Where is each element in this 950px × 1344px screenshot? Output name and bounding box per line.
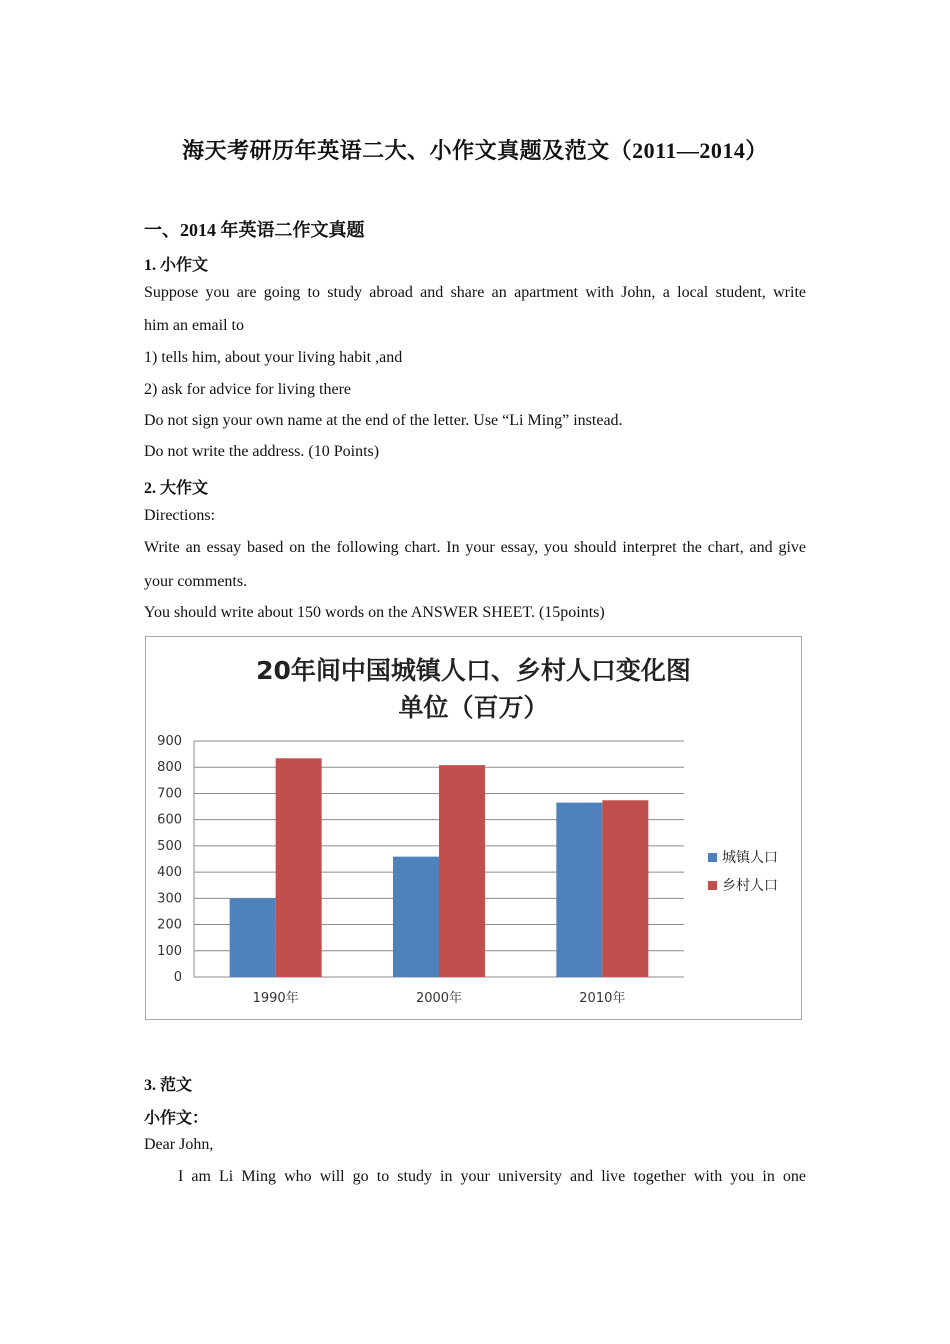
bar: [556, 803, 602, 977]
legend-item-rural: [708, 871, 778, 899]
part2-line-3: your comments.: [144, 573, 248, 590]
legend-item-urban: [708, 843, 778, 871]
part2-line-4: You should write about 150 words on the ANSWER SHEET. (15points): [144, 604, 605, 621]
y-tick-label: 100: [157, 943, 182, 959]
y-tick-label: 300: [157, 891, 182, 907]
y-tick-label: 500: [157, 838, 182, 854]
y-tick-label: 200: [157, 917, 182, 933]
legend-swatch-urban: [708, 853, 717, 862]
legend-label-urban: 城镇人口: [722, 850, 778, 866]
y-tick-label: 700: [157, 786, 182, 802]
letter-body-line: I am Li Ming who will go to study in your university and live together with you in one: [178, 1168, 806, 1185]
y-tick-label: 900: [157, 734, 182, 749]
bar: [439, 765, 485, 977]
x-tick-label: 2000年: [415, 991, 463, 1006]
legend-label-rural: 乡村人口: [722, 878, 778, 894]
y-tick-label: 400: [157, 865, 182, 881]
part2-heading: 2. 大作文: [144, 480, 209, 497]
population-chart: [145, 636, 802, 1020]
chart-subtitle: 单位（百万）: [398, 693, 549, 722]
part1-heading: 1. 小作文: [144, 257, 209, 274]
part2-line-1: Directions:: [144, 507, 216, 524]
part1-line-3: 1) tells him, about your living habit ,and: [144, 349, 403, 366]
part2-line-2: Write an essay based on the following chart. In your essay, you should interpret the chart, and give: [144, 539, 806, 556]
part1-line-4: 2) ask for advice for living there: [144, 381, 352, 398]
part3-heading: 3. 范文: [144, 1077, 193, 1094]
bar: [230, 898, 276, 977]
chart-plot: [146, 637, 801, 1019]
y-tick-label: 800: [157, 760, 182, 776]
y-tick-label: 600: [157, 812, 182, 828]
sample-sub-heading: 小作文：: [144, 1110, 209, 1127]
legend-swatch-rural: [708, 881, 717, 890]
chart-legend: [708, 843, 778, 899]
part1-line-5: Do not sign your own name at the end of the letter. Use “Li Ming” instead.: [144, 412, 623, 429]
letter-salutation: Dear John,: [144, 1136, 214, 1153]
section-heading-2014: 一、2014 年英语二作文真题: [144, 220, 365, 240]
document-title: 海天考研历年英语二大、小作文真题及范文（2011—2014）: [182, 138, 768, 163]
y-tick-label: 0: [173, 970, 182, 985]
part1-line-1: Suppose you are going to study abroad and share an apartment with John, a local student, write: [144, 284, 806, 301]
chart-title: 20年间中国城镇人口、乡村人口变化图: [256, 656, 691, 685]
part1-line-6: Do not write the address. (10 Points): [144, 443, 380, 460]
x-tick-label: 1990年: [252, 991, 299, 1006]
bar: [276, 758, 322, 977]
part1-line-2: him an email to: [144, 317, 244, 334]
bar: [602, 800, 648, 977]
bar: [393, 857, 439, 977]
x-tick-label: 2010年: [579, 991, 626, 1006]
